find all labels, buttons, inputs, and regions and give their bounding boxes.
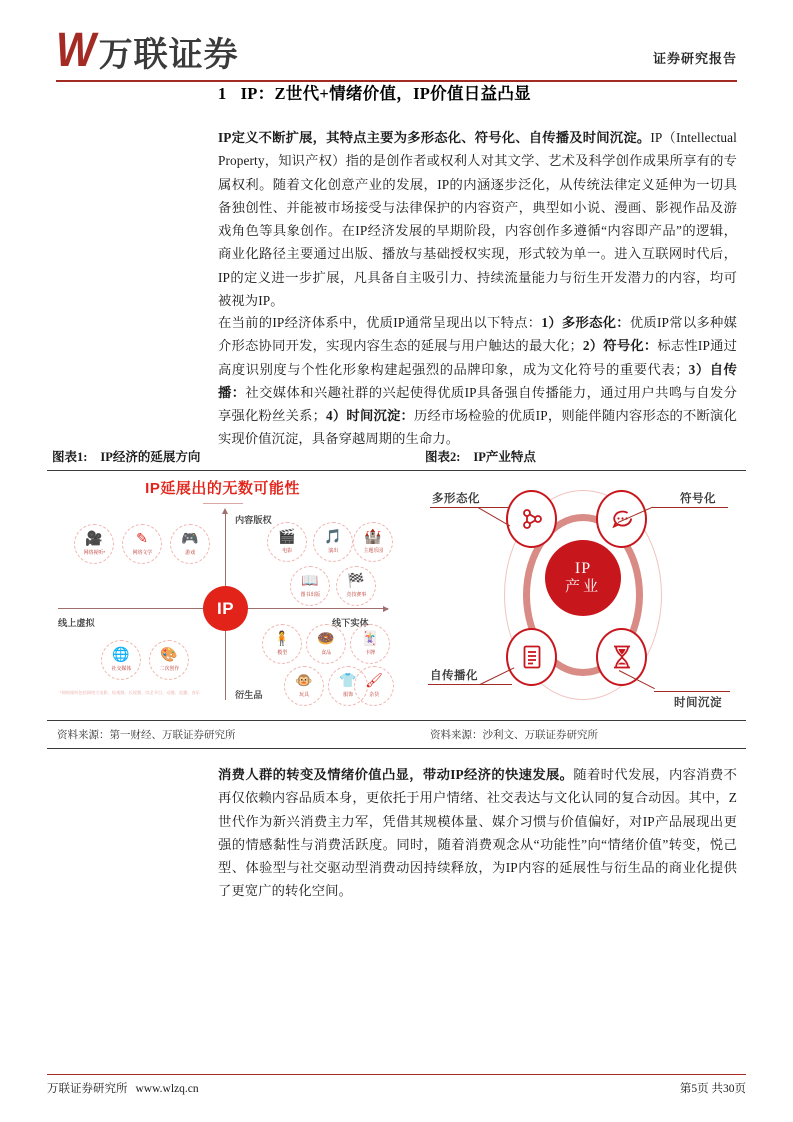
axis-label-left: 线上虚拟 — [58, 618, 95, 628]
figure-2-chart — [400, 472, 746, 719]
bubble-label: 食品 — [321, 650, 331, 657]
open-book-icon: 📖 — [301, 573, 319, 589]
figurine-icon: 🧍 — [273, 631, 291, 647]
figure-1-chart — [48, 472, 397, 719]
feature-key-3: 3）自传播： — [218, 361, 737, 400]
feature-text-3: 社交媒体和兴趣社群的兴起使得优质IP具备强自传播能力，通过用户共鸣与自发分享强化粉丝关系； — [218, 384, 737, 424]
performance-icon: 🎵 — [324, 529, 342, 545]
hourglass-icon — [610, 644, 634, 670]
film-icon: 🎥 — [85, 531, 103, 547]
company-logo — [56, 22, 239, 77]
report-type-label: 证券研究报告 — [652, 51, 737, 66]
node-self-propagation — [506, 628, 557, 686]
core-line-2: 产业 — [564, 579, 601, 595]
globe-icon: 🌐 — [112, 647, 130, 663]
bubble-label: 演出 — [328, 548, 338, 555]
figure-1-source: 资料来源：第一财经、万联证券研究所 — [57, 730, 236, 741]
figure-1-label: 图表1: — [52, 450, 88, 464]
feature-key-4: 4）时间沉淀： — [326, 408, 415, 424]
leader-line-bottom-left — [428, 684, 512, 685]
card-icon: 🃏 — [361, 631, 379, 647]
leader-line-top-left — [430, 507, 510, 508]
bubble-youxi — [170, 524, 210, 564]
figure-caption-row — [47, 447, 746, 469]
logo-company-name: 万联证券 — [98, 36, 239, 74]
leader-diagonal-bottom-left — [480, 667, 515, 685]
teddy-bear-icon: 🐵 — [295, 673, 313, 689]
section-title-text: IP：Z世代+情绪价值，IP价值日益凸显 — [240, 84, 531, 103]
section-number: 1 — [218, 84, 227, 103]
figure-top-rule — [47, 470, 746, 471]
bubble-label: 网络视听* — [83, 550, 105, 557]
feature-key-2: 2）符号化： — [582, 338, 658, 354]
feature-text-4: 历经市场检验的优质IP，则能伴随内容形态的不断演化实现价值沉淀，具备穿越周期的生命力。 — [218, 408, 737, 447]
figure-2-source: 资料来源：沙利文、万联证券研究所 — [430, 730, 598, 741]
label-symbolization: 符号化 — [680, 493, 716, 505]
bubble-label: 游戏 — [185, 550, 195, 557]
bubble-ercichuangzuo — [149, 640, 189, 680]
feature-key-1: 1）多形态化： — [541, 315, 630, 330]
document-icon — [520, 644, 544, 670]
shirt-icon: 👕 — [339, 673, 357, 689]
share-nodes-icon — [520, 507, 544, 531]
paragraph-1-lead: IP定义不断扩展，其特点主要为多形态化、符号化、自传播及时间沉淀。 — [218, 130, 651, 145]
bubble-label: 卡牌 — [365, 650, 375, 657]
paragraph-1-body: IP（Intellectual Property，知识产权）指的是创作者或权利人对其文学、艺术及科学创作成果所享有的专属权利。随着文化创意产业的发展，IP的内涵逐步泛化，从传统法律定义延伸为一切具备独创性、并能被市场接受与法律保护的内容资产，典型如小说、漫画、影视作品及游戏角色等具象创作。在IP经济发展的早期阶段，内容创作多遵循“内容即产品”的逻辑，商业化路径主要通过出版、播放与基础授权实现，形式较为单一。进入互联网时代后，IP的定义进一步扩展，凡具备自主吸引力、持续流量能力与衍生开发潜力的内容，均可被视为IP。 — [218, 130, 737, 309]
node-time-precipitation — [596, 628, 647, 686]
figure-2-label: 图表2: — [425, 450, 461, 464]
bubble-tushuchuban — [290, 566, 330, 606]
footer-url[interactable]: www.wlzq.cn — [135, 1083, 199, 1095]
figure-1-chart-title: IP延展出的无数可能性 — [145, 480, 300, 497]
footer-institute: 万联证券研究所 — [47, 1083, 128, 1095]
bubble-label: 网络文学 — [132, 550, 152, 557]
bubble-yanchu — [313, 522, 353, 562]
bubble-label: 社交媒体 — [111, 666, 131, 673]
axis-label-right: 线下实体 — [332, 618, 369, 628]
gamepad-icon: 🎮 — [181, 531, 199, 547]
figure-1-title-divider — [203, 503, 243, 504]
bubble-label: 杂货 — [369, 692, 379, 699]
figure-1-footnote: *网络视听包括网络大电影、短视频、长视频、综艺节目、动漫、直播、音乐 — [60, 690, 200, 695]
palette-icon: 🎨 — [160, 647, 178, 663]
donut-icon: 🍩 — [317, 631, 335, 647]
bubble-label: 玩具 — [299, 692, 309, 699]
axis-label-top: 内容版权 — [235, 515, 272, 525]
leader-line-bottom-right — [654, 691, 730, 692]
bubble-wanju — [284, 666, 324, 706]
bubble-shejiaomeiti — [101, 640, 141, 680]
bubble-zahuo — [354, 666, 394, 706]
node-multiform — [506, 490, 557, 548]
checkered-flag-icon: 🏁 — [347, 573, 365, 589]
bubble-moxing — [262, 624, 302, 664]
bubble-label: 图书出版 — [300, 592, 320, 599]
feature-text-2: 标志性IP通过高度识别度与个性化形象构建起强烈的品牌印象，成为文化符号的重要代表； — [218, 338, 737, 377]
ip-hub-node: IP — [203, 586, 248, 631]
pen-icon: 🖌 — [365, 673, 383, 689]
bubble-wangluowenxue — [122, 524, 162, 564]
section-heading — [218, 80, 738, 104]
bubble-label: 竞技赛事 — [346, 592, 366, 599]
page-footer — [47, 1080, 746, 1098]
bubble-label: 二次创作 — [159, 666, 179, 673]
figure-2-title: IP产业特点 — [473, 450, 536, 464]
figure-1-caption — [52, 447, 200, 465]
paragraph-3-body: 随着时代发展，内容消费不再仅依赖内容品质本身，更依托于用户情绪、社交表达与文化认同的复合动因。其中，Z世代作为新兴消费主力军，凭借其规模体量、媒介习惯与价值偏好，对IP产品展现出更强的情感黏性与消费活跃度。同时，随着消费观念从“功能性”向“情绪价值”转变，悦己型、体验型与社交驱动型消费动因持续释放，为IP内容的延展性与衍生品的商业化提供了更宽广的转化空间。 — [218, 767, 738, 899]
label-multiform: 多形态化 — [432, 493, 480, 505]
figure-bottom-rule — [47, 720, 746, 721]
paragraph-consumer-shift — [218, 763, 737, 903]
figure-source-row — [47, 727, 746, 747]
leader-line-top-right — [652, 507, 728, 508]
paragraph-ip-definition — [218, 126, 737, 312]
label-time-precipitation: 时间沉淀 — [674, 697, 722, 709]
footer-divider — [47, 1074, 746, 1075]
castle-icon: 🏰 — [364, 529, 382, 545]
axis-label-bottom: 衍生品 — [235, 690, 263, 700]
ip-industry-core — [545, 540, 621, 616]
bubble-dianying — [267, 522, 307, 562]
bubble-label: 电影 — [282, 548, 292, 555]
footer-page-number: 第5页 共30页 — [679, 1083, 746, 1095]
bubble-kapai — [350, 624, 390, 664]
paragraph-3-lead: 消费人群的转变及情绪价值凸显，带动IP经济的快速发展。 — [218, 767, 574, 782]
footer-left-group — [47, 1080, 199, 1096]
figure-2-caption — [425, 447, 536, 465]
feature-text-1: 优质IP常以多种媒介形态协同开发，实现内容生态的延展与用户触达的最大化； — [218, 315, 737, 354]
logo-w-mark: W — [56, 22, 93, 77]
book-pen-icon: ✎ — [136, 531, 148, 547]
figure-1-title: IP经济的延展方向 — [100, 450, 201, 464]
core-line-1: IP — [574, 560, 592, 577]
clapperboard-icon: 🎬 — [278, 529, 296, 545]
bubble-label: 主题乐园 — [363, 548, 383, 555]
label-self-propagation: 自传播化 — [430, 670, 478, 682]
bubble-shipin — [306, 624, 346, 664]
bubble-label: 模型 — [277, 650, 287, 657]
bubble-wangluoshiting — [74, 524, 114, 564]
bubble-zhutileyuan — [353, 522, 393, 562]
paragraph-2-lead: 在当前的IP经济体系中，优质IP通常呈现出以下特点： — [218, 315, 542, 330]
figure-source-rule — [47, 748, 746, 749]
paragraph-ip-features — [218, 311, 737, 451]
page-header — [56, 22, 737, 82]
bubble-jingjisaishi — [336, 566, 376, 606]
bubble-label: 服饰 — [343, 692, 353, 699]
